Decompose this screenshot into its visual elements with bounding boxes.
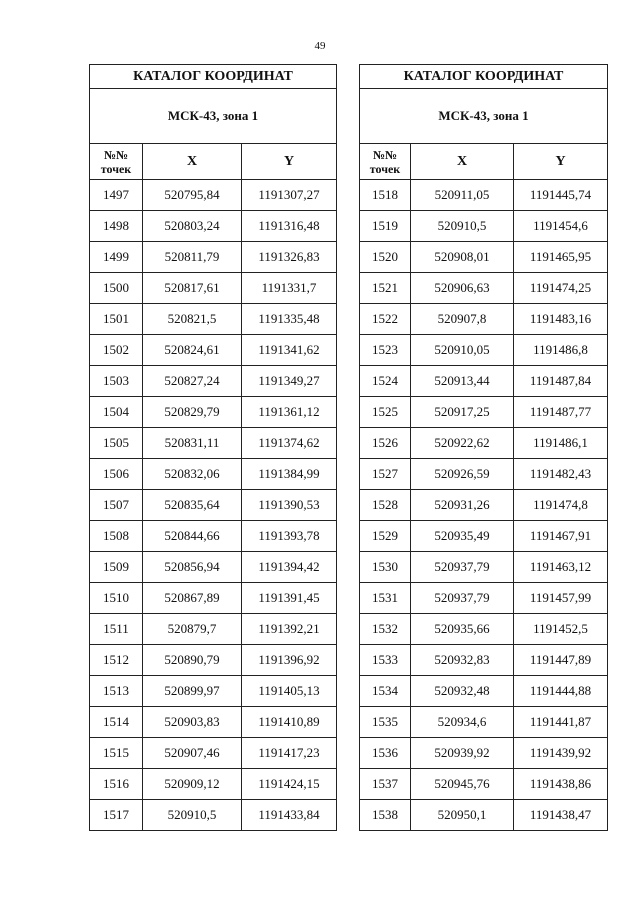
y-coordinate-cell: 1191417,23	[242, 738, 337, 769]
x-coordinate-cell: 520932,48	[411, 676, 514, 707]
y-coordinate-cell: 1191391,45	[242, 583, 337, 614]
table-row	[360, 304, 608, 335]
point-number-cell: 1532	[360, 614, 411, 645]
x-coordinate-cell: 520922,62	[411, 428, 514, 459]
point-number-cell: 1534	[360, 676, 411, 707]
y-coordinate-cell: 1191474,8	[514, 490, 608, 521]
point-number-cell: 1521	[360, 273, 411, 304]
x-coordinate-cell: 520907,46	[143, 738, 242, 769]
x-coordinate-cell: 520803,24	[143, 211, 242, 242]
y-coordinate-cell: 1191396,92	[242, 645, 337, 676]
header-x: X	[143, 144, 242, 180]
point-number-cell: 1524	[360, 366, 411, 397]
y-coordinate-cell: 1191424,15	[242, 769, 337, 800]
x-coordinate-cell: 520950,1	[411, 800, 514, 831]
table-row	[90, 180, 337, 211]
x-coordinate-cell: 520934,6	[411, 707, 514, 738]
table-row	[360, 366, 608, 397]
point-number-cell: 1533	[360, 645, 411, 676]
header-point-number-line1: №№	[103, 147, 129, 162]
x-coordinate-cell: 520903,83	[143, 707, 242, 738]
x-coordinate-cell: 520824,61	[143, 335, 242, 366]
x-coordinate-cell: 520856,94	[143, 552, 242, 583]
y-coordinate-cell: 1191433,84	[242, 800, 337, 831]
y-coordinate-cell: 1191316,48	[242, 211, 337, 242]
point-number-cell: 1508	[90, 521, 143, 552]
x-coordinate-cell: 520937,79	[411, 552, 514, 583]
x-coordinate-cell: 520911,05	[411, 180, 514, 211]
header-point-number-line1: №№	[372, 147, 398, 162]
y-coordinate-cell: 1191457,99	[514, 583, 608, 614]
y-coordinate-cell: 1191444,88	[514, 676, 608, 707]
table-row	[360, 769, 608, 800]
y-coordinate-cell: 1191465,95	[514, 242, 608, 273]
x-coordinate-cell: 520908,01	[411, 242, 514, 273]
y-coordinate-cell: 1191349,27	[242, 366, 337, 397]
table-row	[90, 273, 337, 304]
point-number-cell: 1501	[90, 304, 143, 335]
x-coordinate-cell: 520899,97	[143, 676, 242, 707]
x-coordinate-cell: 520844,66	[143, 521, 242, 552]
table-row	[360, 211, 608, 242]
table-row	[90, 614, 337, 645]
x-coordinate-cell: 520945,76	[411, 769, 514, 800]
table-row	[360, 552, 608, 583]
point-number-cell: 1504	[90, 397, 143, 428]
point-number-cell: 1506	[90, 459, 143, 490]
y-coordinate-cell: 1191487,84	[514, 366, 608, 397]
y-coordinate-cell: 1191487,77	[514, 397, 608, 428]
y-coordinate-cell: 1191405,13	[242, 676, 337, 707]
point-number-cell: 1518	[360, 180, 411, 211]
table-row	[90, 459, 337, 490]
y-coordinate-cell: 1191467,91	[514, 521, 608, 552]
point-number-cell: 1509	[90, 552, 143, 583]
table-row	[90, 366, 337, 397]
point-number-cell: 1507	[90, 490, 143, 521]
point-number-cell: 1529	[360, 521, 411, 552]
point-number-cell: 1511	[90, 614, 143, 645]
table-row	[360, 800, 608, 831]
catalog-subtitle: МСК-43, зона 1	[90, 89, 337, 144]
catalog-subtitle: МСК-43, зона 1	[360, 89, 608, 144]
x-coordinate-cell: 520937,79	[411, 583, 514, 614]
point-number-cell: 1519	[360, 211, 411, 242]
table-row	[90, 242, 337, 273]
y-coordinate-cell: 1191361,12	[242, 397, 337, 428]
coordinate-catalog-left	[89, 64, 337, 831]
table-row	[90, 521, 337, 552]
point-number-cell: 1502	[90, 335, 143, 366]
table-row	[90, 583, 337, 614]
x-coordinate-cell: 520835,64	[143, 490, 242, 521]
catalog-rows	[90, 180, 337, 831]
table-row	[90, 769, 337, 800]
y-coordinate-cell: 1191439,92	[514, 738, 608, 769]
point-number-cell: 1498	[90, 211, 143, 242]
table-row	[360, 614, 608, 645]
header-point-number	[90, 144, 143, 180]
y-coordinate-cell: 1191445,74	[514, 180, 608, 211]
x-coordinate-cell: 520821,5	[143, 304, 242, 335]
x-coordinate-cell: 520926,59	[411, 459, 514, 490]
x-coordinate-cell: 520827,24	[143, 366, 242, 397]
table-row	[90, 552, 337, 583]
x-coordinate-cell: 520932,83	[411, 645, 514, 676]
y-coordinate-cell: 1191390,53	[242, 490, 337, 521]
point-number-cell: 1513	[90, 676, 143, 707]
x-coordinate-cell: 520829,79	[143, 397, 242, 428]
x-coordinate-cell: 520832,06	[143, 459, 242, 490]
table-row	[360, 583, 608, 614]
y-coordinate-cell: 1191486,1	[514, 428, 608, 459]
point-number-cell: 1536	[360, 738, 411, 769]
x-coordinate-cell: 520879,7	[143, 614, 242, 645]
y-coordinate-cell: 1191438,86	[514, 769, 608, 800]
y-coordinate-cell: 1191441,87	[514, 707, 608, 738]
y-coordinate-cell: 1191463,12	[514, 552, 608, 583]
table-row	[360, 273, 608, 304]
y-coordinate-cell: 1191486,8	[514, 335, 608, 366]
point-number-cell: 1528	[360, 490, 411, 521]
table-row	[360, 645, 608, 676]
table-row	[360, 428, 608, 459]
x-coordinate-cell: 520795,84	[143, 180, 242, 211]
table-row	[360, 180, 608, 211]
table-row	[90, 397, 337, 428]
table-row	[360, 707, 608, 738]
table-row	[360, 335, 608, 366]
y-coordinate-cell: 1191335,48	[242, 304, 337, 335]
x-coordinate-cell: 520913,44	[411, 366, 514, 397]
table-row	[360, 397, 608, 428]
x-coordinate-cell: 520907,8	[411, 304, 514, 335]
y-coordinate-cell: 1191384,99	[242, 459, 337, 490]
header-y: Y	[242, 144, 337, 180]
y-coordinate-cell: 1191392,21	[242, 614, 337, 645]
table-row	[360, 676, 608, 707]
point-number-cell: 1537	[360, 769, 411, 800]
point-number-cell: 1525	[360, 397, 411, 428]
point-number-cell: 1520	[360, 242, 411, 273]
table-row	[360, 459, 608, 490]
header-point-number-line2: точек	[369, 161, 401, 176]
table-row	[90, 738, 337, 769]
table-row	[90, 304, 337, 335]
x-coordinate-cell: 520935,66	[411, 614, 514, 645]
point-number-cell: 1500	[90, 273, 143, 304]
y-coordinate-cell: 1191374,62	[242, 428, 337, 459]
table-row	[90, 211, 337, 242]
point-number-cell: 1510	[90, 583, 143, 614]
header-point-number-line2: точек	[100, 161, 132, 176]
x-coordinate-cell: 520909,12	[143, 769, 242, 800]
coordinate-catalog-right	[359, 64, 608, 831]
point-number-cell: 1531	[360, 583, 411, 614]
x-coordinate-cell: 520906,63	[411, 273, 514, 304]
point-number-cell: 1497	[90, 180, 143, 211]
y-coordinate-cell: 1191438,47	[514, 800, 608, 831]
y-coordinate-cell: 1191326,83	[242, 242, 337, 273]
y-coordinate-cell: 1191474,25	[514, 273, 608, 304]
y-coordinate-cell: 1191331,7	[242, 273, 337, 304]
y-coordinate-cell: 1191410,89	[242, 707, 337, 738]
point-number-cell: 1523	[360, 335, 411, 366]
y-coordinate-cell: 1191452,5	[514, 614, 608, 645]
x-coordinate-cell: 520811,79	[143, 242, 242, 273]
table-row	[90, 428, 337, 459]
table-row	[360, 490, 608, 521]
y-coordinate-cell: 1191483,16	[514, 304, 608, 335]
y-coordinate-cell: 1191394,42	[242, 552, 337, 583]
point-number-cell: 1503	[90, 366, 143, 397]
point-number-cell: 1522	[360, 304, 411, 335]
x-coordinate-cell: 520910,5	[411, 211, 514, 242]
y-coordinate-cell: 1191393,78	[242, 521, 337, 552]
table-row	[90, 800, 337, 831]
x-coordinate-cell: 520817,61	[143, 273, 242, 304]
table-row	[90, 676, 337, 707]
y-coordinate-cell: 1191307,27	[242, 180, 337, 211]
x-coordinate-cell: 520917,25	[411, 397, 514, 428]
table-row	[90, 335, 337, 366]
point-number-cell: 1530	[360, 552, 411, 583]
catalog-title: КАТАЛОГ КООРДИНАТ	[360, 65, 608, 89]
catalog-title: КАТАЛОГ КООРДИНАТ	[90, 65, 337, 89]
x-coordinate-cell: 520910,05	[411, 335, 514, 366]
point-number-cell: 1514	[90, 707, 143, 738]
catalog-rows	[360, 180, 608, 831]
point-number-cell: 1516	[90, 769, 143, 800]
point-number-cell: 1512	[90, 645, 143, 676]
point-number-cell: 1527	[360, 459, 411, 490]
page-number: 49	[314, 40, 326, 52]
point-number-cell: 1538	[360, 800, 411, 831]
y-coordinate-cell: 1191341,62	[242, 335, 337, 366]
x-coordinate-cell: 520910,5	[143, 800, 242, 831]
point-number-cell: 1517	[90, 800, 143, 831]
point-number-cell: 1499	[90, 242, 143, 273]
y-coordinate-cell: 1191447,89	[514, 645, 608, 676]
header-x: X	[411, 144, 514, 180]
table-row	[360, 521, 608, 552]
table-row	[360, 738, 608, 769]
point-number-cell: 1526	[360, 428, 411, 459]
table-row	[90, 490, 337, 521]
header-point-number	[360, 144, 411, 180]
x-coordinate-cell: 520935,49	[411, 521, 514, 552]
y-coordinate-cell: 1191482,43	[514, 459, 608, 490]
header-y: Y	[514, 144, 608, 180]
point-number-cell: 1505	[90, 428, 143, 459]
y-coordinate-cell: 1191454,6	[514, 211, 608, 242]
x-coordinate-cell: 520831,11	[143, 428, 242, 459]
table-row	[90, 645, 337, 676]
x-coordinate-cell: 520939,92	[411, 738, 514, 769]
x-coordinate-cell: 520867,89	[143, 583, 242, 614]
x-coordinate-cell: 520890,79	[143, 645, 242, 676]
point-number-cell: 1515	[90, 738, 143, 769]
point-number-cell: 1535	[360, 707, 411, 738]
x-coordinate-cell: 520931,26	[411, 490, 514, 521]
table-row	[360, 242, 608, 273]
table-row	[90, 707, 337, 738]
